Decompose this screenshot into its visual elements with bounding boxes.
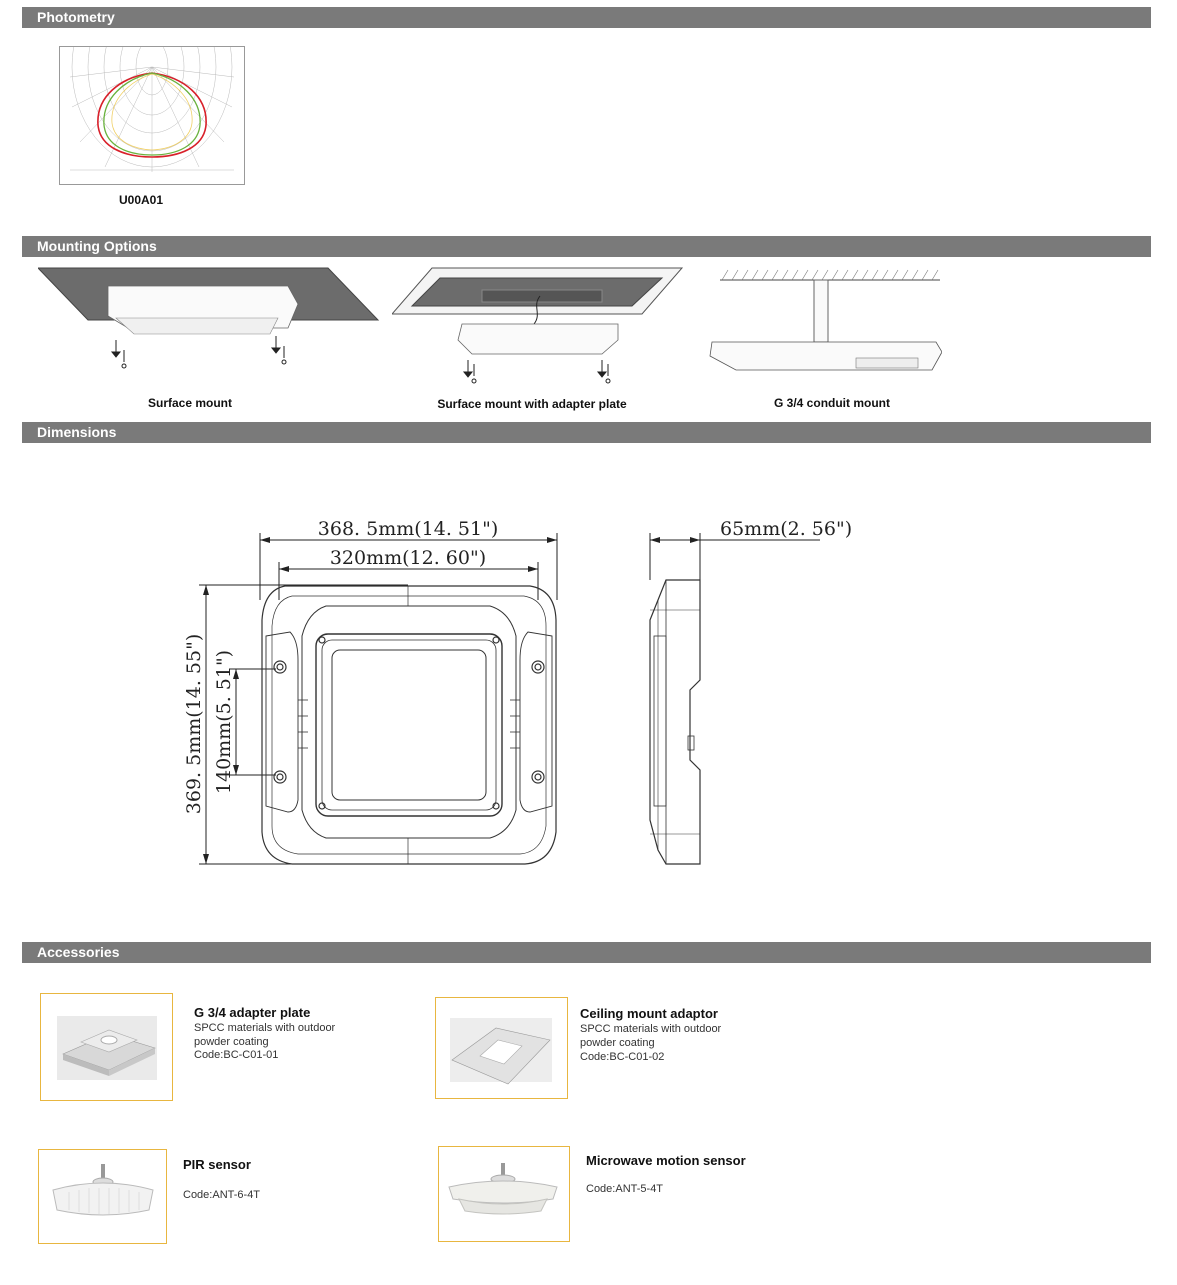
dim-width-inner: 320mm(12. 60") [329, 547, 487, 569]
section-header-mounting: Mounting Options [22, 236, 1151, 257]
accessory-code: Code:BC-C01-02 [580, 1051, 665, 1063]
accessory-title: Ceiling mount adaptor [580, 1006, 718, 1021]
section-header-photometry: Photometry [22, 7, 1151, 28]
mount-caption-adapter: Surface mount with adapter plate [437, 397, 627, 411]
dim-height-outer: 369. 5mm(14. 55") [183, 633, 205, 815]
accessory-image-pir-sensor [38, 1149, 167, 1244]
accessory-image-adapter-plate [40, 993, 173, 1101]
accessory-code: Code:ANT-5-4T [586, 1183, 664, 1195]
dim-width-outer: 368. 5mm(14. 51") [317, 518, 499, 540]
accessory-title: PIR sensor [183, 1157, 251, 1172]
luminaire-side-view [650, 580, 700, 864]
accessory-image-microwave-sensor [438, 1146, 570, 1242]
photometry-caption: U00A01 [118, 193, 164, 207]
accessory-code: Code:BC-C01-01 [194, 1049, 279, 1061]
adapter-plate-image [41, 994, 171, 1099]
accessory-title: G 3/4 adapter plate [194, 1005, 311, 1020]
accessory-description: SPCC materials with outdoor powder coating [194, 1022, 336, 1048]
accessory-title: Microwave motion sensor [586, 1153, 746, 1168]
mount-caption-surface: Surface mount [147, 396, 232, 410]
microwave-sensor-image [439, 1147, 568, 1240]
accessory-description: SPCC materials with outdoor powder coating [580, 1023, 722, 1049]
dim-depth: 65mm(2. 56") [720, 518, 853, 540]
ceiling-adaptor-image [436, 998, 566, 1098]
section-header-accessories: Accessories [22, 942, 1151, 963]
mount-caption-conduit: G 3/4 conduit mount [774, 396, 890, 410]
accessory-image-ceiling-adaptor [435, 997, 568, 1099]
section-header-dimensions: Dimensions [22, 422, 1151, 443]
accessory-code: Code:ANT-6-4T [183, 1189, 261, 1201]
dim-height-inner: 140mm(5. 51") [213, 649, 235, 795]
pir-sensor-image [39, 1150, 165, 1242]
luminaire-front-view [262, 586, 556, 864]
